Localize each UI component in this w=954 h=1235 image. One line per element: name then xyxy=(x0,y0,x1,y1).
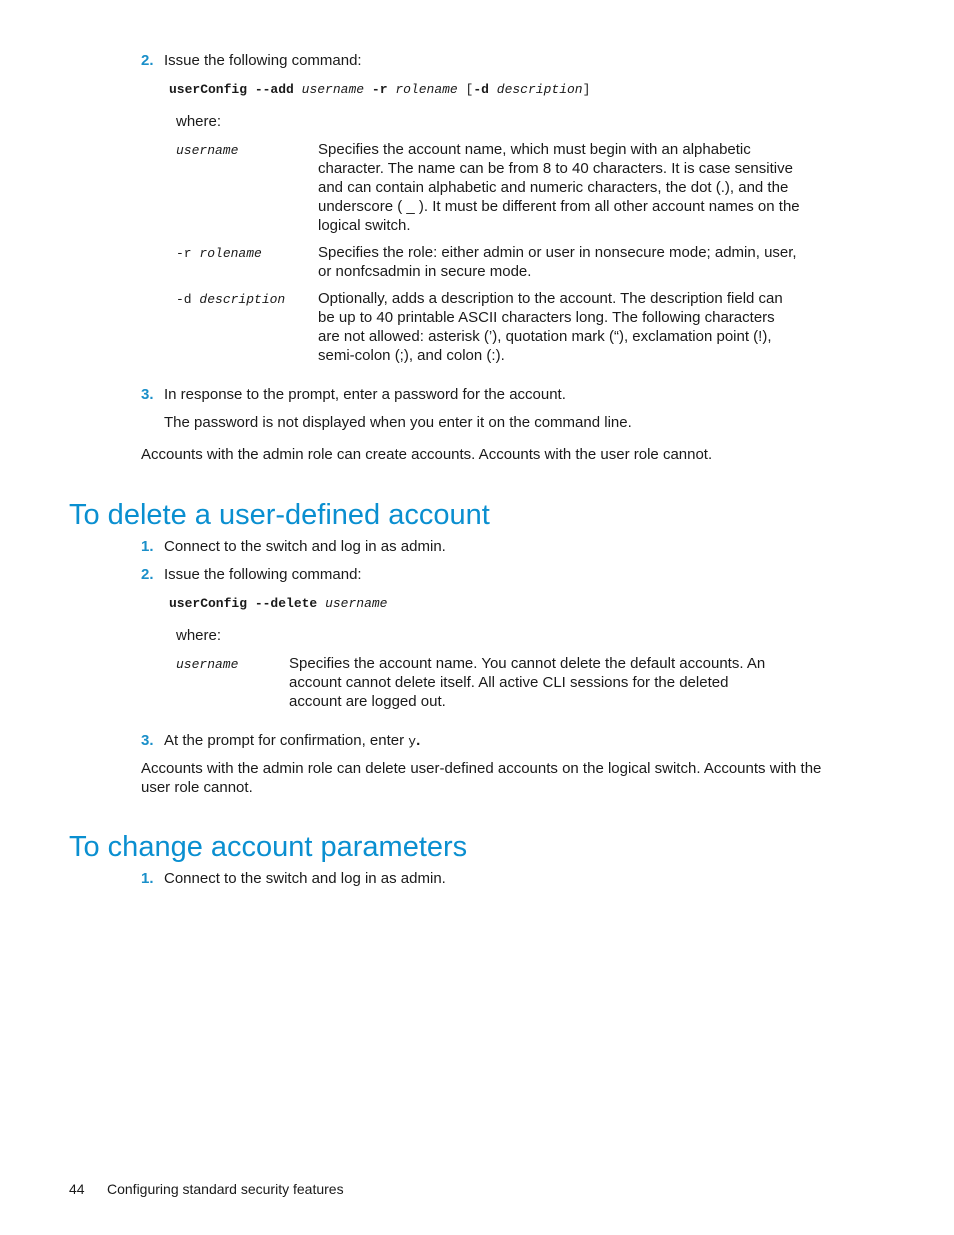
param-term xyxy=(176,655,238,674)
step-note: The password is not displayed when you enter it on the command line. xyxy=(164,414,632,431)
param-description: Specifies the role: either admin or user in nonsecure mode; admin, user, or nonfcsadmin in secure mode. xyxy=(318,244,797,280)
period: . xyxy=(416,732,421,749)
command-option: -r xyxy=(371,82,388,97)
inline-code: y xyxy=(408,734,417,749)
step-number: 1. xyxy=(141,870,154,887)
step-text: In response to the prompt, enter a password for the account. xyxy=(164,386,566,403)
param-arg: username xyxy=(176,143,239,158)
param-description: Optionally, adds a description to the account. The description field can be up to 40 printable ASCII characters long. The following characters are not allowed: asterisk (’), quotation mark (“), exclamation point (!), semi-colon (;), and colon (:). xyxy=(318,290,783,364)
command-add-user xyxy=(169,80,590,99)
command-argument: username xyxy=(325,596,388,611)
command-argument: description xyxy=(496,82,583,97)
command-delete-user xyxy=(169,594,387,613)
step-text: Connect to the switch and log in as admin. xyxy=(164,870,446,887)
command-argument: username xyxy=(301,82,365,97)
command-name: userConfig xyxy=(169,82,248,97)
param-term xyxy=(176,290,285,309)
chapter-title: Configuring standard security features xyxy=(107,1181,344,1197)
section-heading: To delete a user-defined account xyxy=(69,499,490,531)
step-text xyxy=(164,731,420,751)
step-text: Issue the following command: xyxy=(164,52,362,69)
param-flag: -d xyxy=(176,292,192,307)
bracket: [ xyxy=(465,82,474,97)
step-number: 2. xyxy=(141,52,154,69)
step-number: 2. xyxy=(141,566,154,583)
step-number: 3. xyxy=(141,732,154,749)
step-text-main: At the prompt for confirmation, enter xyxy=(164,732,405,749)
bracket: ] xyxy=(582,82,591,97)
step-number: 3. xyxy=(141,386,154,403)
param-term xyxy=(176,244,262,263)
command-argument: rolename xyxy=(395,82,458,97)
param-description: Specifies the account name, which must begin with an alphabetic character. The name can be from 8 to 40 characters. It is case sensitive and can contain alphabetic and numeric characters, the dot (.), and the underscore ( _ ). It must be different from all other account names on the logical switch. xyxy=(318,141,800,234)
command-option: -d xyxy=(473,82,489,97)
where-label: where: xyxy=(176,627,222,644)
section-heading: To change account parameters xyxy=(69,831,468,863)
param-arg: username xyxy=(176,657,239,672)
command-option: --delete xyxy=(254,596,318,611)
command-name: userConfig xyxy=(169,596,248,611)
param-arg: description xyxy=(199,292,286,307)
param-flag: -r xyxy=(176,246,192,261)
param-description: Specifies the account name. You cannot delete the default accounts. An account cannot delete itself. All active CLI sessions for the deleted account are logged out. xyxy=(289,655,766,710)
command-option: --add xyxy=(254,82,294,97)
paragraph: Accounts with the admin role can create accounts. Accounts with the user role cannot. xyxy=(141,446,713,463)
param-term xyxy=(176,141,238,160)
step-number: 1. xyxy=(141,538,154,555)
step-text: Issue the following command: xyxy=(164,566,362,583)
paragraph: Accounts with the admin role can delete user-defined accounts on the logical switch. Accounts with the user role cannot. xyxy=(141,760,822,796)
where-label: where: xyxy=(176,113,222,130)
step-text: Connect to the switch and log in as admin. xyxy=(164,538,446,555)
param-arg: rolename xyxy=(199,246,262,261)
page-number: 44 xyxy=(69,1181,85,1197)
